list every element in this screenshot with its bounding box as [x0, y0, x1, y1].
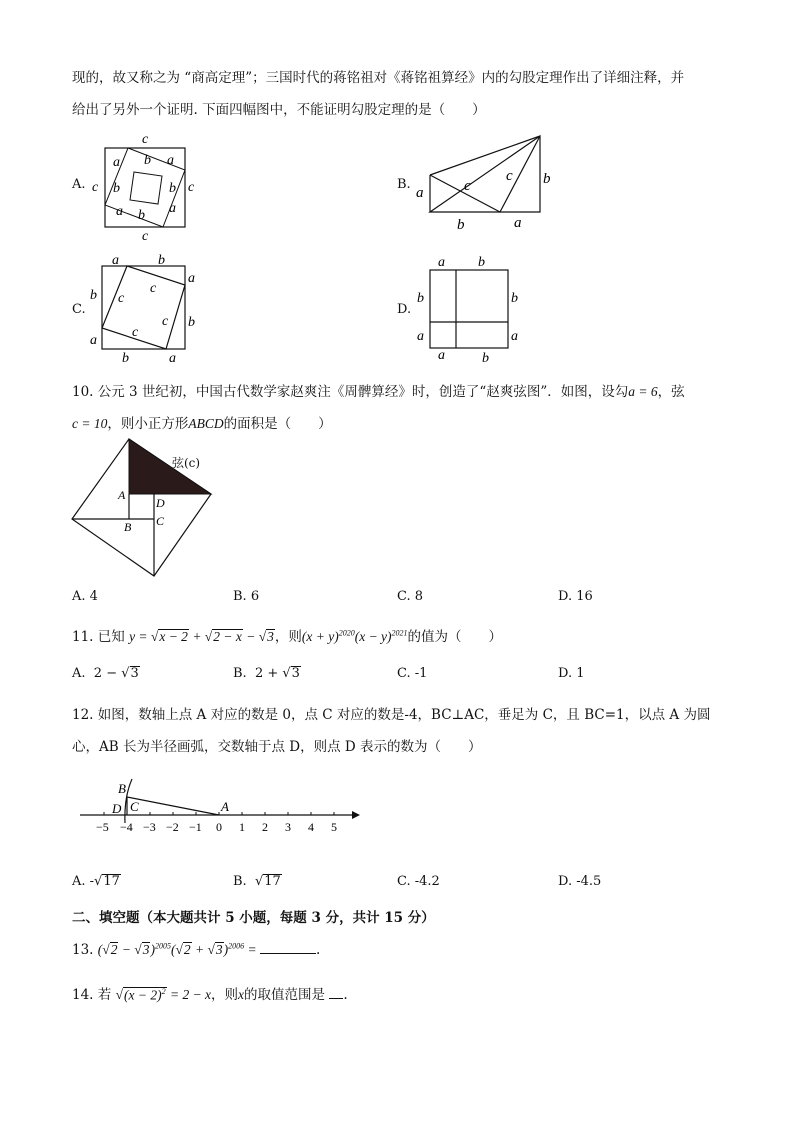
q10-line2: c = 10，则小正方形ABCD的面积是（ ） — [72, 416, 332, 432]
svg-text:A: A — [118, 488, 126, 502]
q12-line2: 心，AB 长为半径画弧，交数轴于点 D，则点 D 表示的数为（ ） — [72, 739, 482, 755]
q12-tick-label: 0 — [216, 820, 222, 834]
svg-text:a: a — [438, 348, 445, 363]
svg-text:b: b — [90, 288, 97, 303]
section-2-title: 二、填空题（本大题共计 5 小题，每题 3 分，共计 15 分） — [72, 910, 435, 926]
svg-text:b: b — [138, 208, 145, 223]
svg-text:a: a — [417, 329, 424, 344]
svg-text:a: a — [188, 271, 195, 286]
q9-figure-a — [88, 128, 208, 244]
svg-text:a: a — [438, 255, 445, 270]
svg-text:D: D — [156, 496, 165, 510]
q12-choice-c: C. -4.2 — [397, 874, 440, 889]
q9-line1: 现的，故又称之为 “商高定理”；三国时代的蒋铭祖对《蒋铭祖算经》内的勾股定理作出了详细注释，并 — [72, 70, 685, 86]
svg-text:a: a — [167, 153, 174, 168]
svg-text:b: b — [188, 315, 195, 330]
q12-number-line-figure — [80, 775, 360, 840]
svg-text:c: c — [132, 325, 139, 340]
svg-text:B: B — [124, 520, 132, 534]
q12-tick-label: −5 — [96, 820, 109, 834]
q14-expression: $√(x - 2)^2 = 2 - x$ — [115, 986, 212, 1002]
q12-tick-label: −4 — [120, 820, 133, 834]
q12-tick-label: 4 — [308, 820, 314, 834]
svg-text:C: C — [156, 514, 165, 528]
svg-text:a: a — [113, 155, 120, 170]
svg-text:b: b — [478, 255, 485, 270]
q10-line1: 10. 公元 3 世纪初，中国古代数学家赵爽注《周髀算经》时，创造了“赵爽弦图”．如图，设勾a = 6，弦 — [72, 384, 685, 400]
q11-choice-a: A. 2 − √3 — [72, 666, 139, 681]
svg-text:a: a — [511, 329, 518, 344]
svg-text:c: c — [162, 314, 169, 329]
svg-text:b: b — [169, 181, 176, 196]
q9-option-c-label: C. — [72, 302, 86, 317]
q10-hypotenuse-label: 弦(c) — [172, 456, 201, 470]
svg-text:b: b — [122, 351, 129, 366]
q9-figure-b — [410, 130, 560, 240]
q10-choice-a: A. 4 — [72, 589, 98, 604]
svg-text:c: c — [142, 132, 149, 147]
q10-choice-d: D. 16 — [558, 589, 593, 604]
q12-tick-label: 3 — [285, 820, 291, 834]
q11-line: 11. 已知 y = √x − 2 + √2 − x − √3，则$(x + y)^{2020}(x - y)^{2021}$的值为（ ） — [72, 628, 503, 645]
q12-tick-label: −3 — [143, 820, 156, 834]
svg-text:a: a — [116, 204, 123, 219]
q9-line2: 给出了另外一个证明. 下面四幅图中，不能证明勾股定理的是（ ） — [72, 102, 486, 118]
q12-tick-label: 5 — [331, 820, 337, 834]
svg-text:b: b — [158, 253, 165, 268]
q9-figure-c — [88, 252, 208, 367]
svg-text:a: a — [112, 253, 119, 268]
q11-choice-d: D. 1 — [558, 666, 585, 681]
svg-text:c: c — [464, 178, 471, 194]
svg-text:b: b — [144, 153, 151, 168]
svg-text:b: b — [543, 171, 551, 187]
q10-choice-c: C. 8 — [397, 589, 424, 604]
q11-expression: y = √x − 2 + √2 − x − √3 — [129, 629, 274, 644]
svg-text:b: b — [482, 351, 489, 366]
svg-text:a: a — [169, 351, 176, 366]
q13-answer-blank — [260, 941, 316, 954]
q12-tick-label: 1 — [239, 820, 245, 834]
q11-choice-c: C. -1 — [397, 666, 428, 681]
q12-tick-label: −1 — [189, 820, 202, 834]
q10-choice-b: B. 6 — [233, 589, 260, 604]
q13-expression: $(√2 - √3)^{2005}(√2 + √3)^{2006}$ = — [97, 941, 261, 957]
q13-line: 13. $(√2 - √3)^{2005}(√2 + √3)^{2006}$ = . — [72, 941, 321, 958]
svg-text:b: b — [417, 291, 424, 306]
q11-power-expression: $(x + y)^{2020}(x - y)^{2021}$ — [301, 628, 408, 644]
q12-choice-d: D. -4.5 — [558, 874, 602, 889]
q10-a-value: a = 6 — [628, 384, 658, 399]
svg-text:b: b — [457, 217, 465, 233]
q12-tick-label: 2 — [262, 820, 268, 834]
svg-text:c: c — [188, 180, 195, 195]
q9-option-a-label: A. — [72, 177, 86, 192]
svg-text:c: c — [150, 281, 157, 296]
svg-text:B: B — [118, 781, 126, 796]
svg-text:b: b — [511, 291, 518, 306]
svg-text:b: b — [113, 181, 120, 196]
q12-tick-label: −2 — [166, 820, 179, 834]
svg-text:a: a — [416, 185, 424, 201]
svg-text:a: a — [169, 201, 176, 216]
svg-text:A: A — [221, 799, 229, 814]
q12-choice-b: B. √17 — [233, 874, 281, 889]
q12-choice-a: A. -√17 — [72, 874, 120, 889]
q11-choice-b: B. 2 + √3 — [233, 666, 300, 681]
svg-text:c: c — [506, 168, 513, 184]
svg-text:D: D — [112, 801, 122, 816]
q12-line1: 12. 如图，数轴上点 A 对应的数是 0，点 C 对应的数是-4，BC⊥AC，垂足为 C，且 BC=1，以点 A 为圆 — [72, 707, 711, 723]
q9-option-b-label: B. — [397, 177, 411, 192]
q14-answer-blank — [329, 986, 343, 999]
q14-line: 14. 若 $√(x - 2)^2 = 2 - x$，则x的取值范围是 . — [72, 986, 348, 1003]
svg-text:c: c — [142, 229, 149, 244]
svg-text:c: c — [92, 180, 99, 195]
svg-text:a: a — [90, 333, 97, 348]
q9-option-d-label: D. — [397, 302, 412, 317]
q9-figure-d — [412, 252, 527, 367]
q10-c-value: c = 10 — [72, 416, 108, 431]
svg-text:c: c — [118, 291, 125, 306]
svg-text:a: a — [514, 215, 522, 231]
svg-text:C: C — [130, 799, 139, 814]
